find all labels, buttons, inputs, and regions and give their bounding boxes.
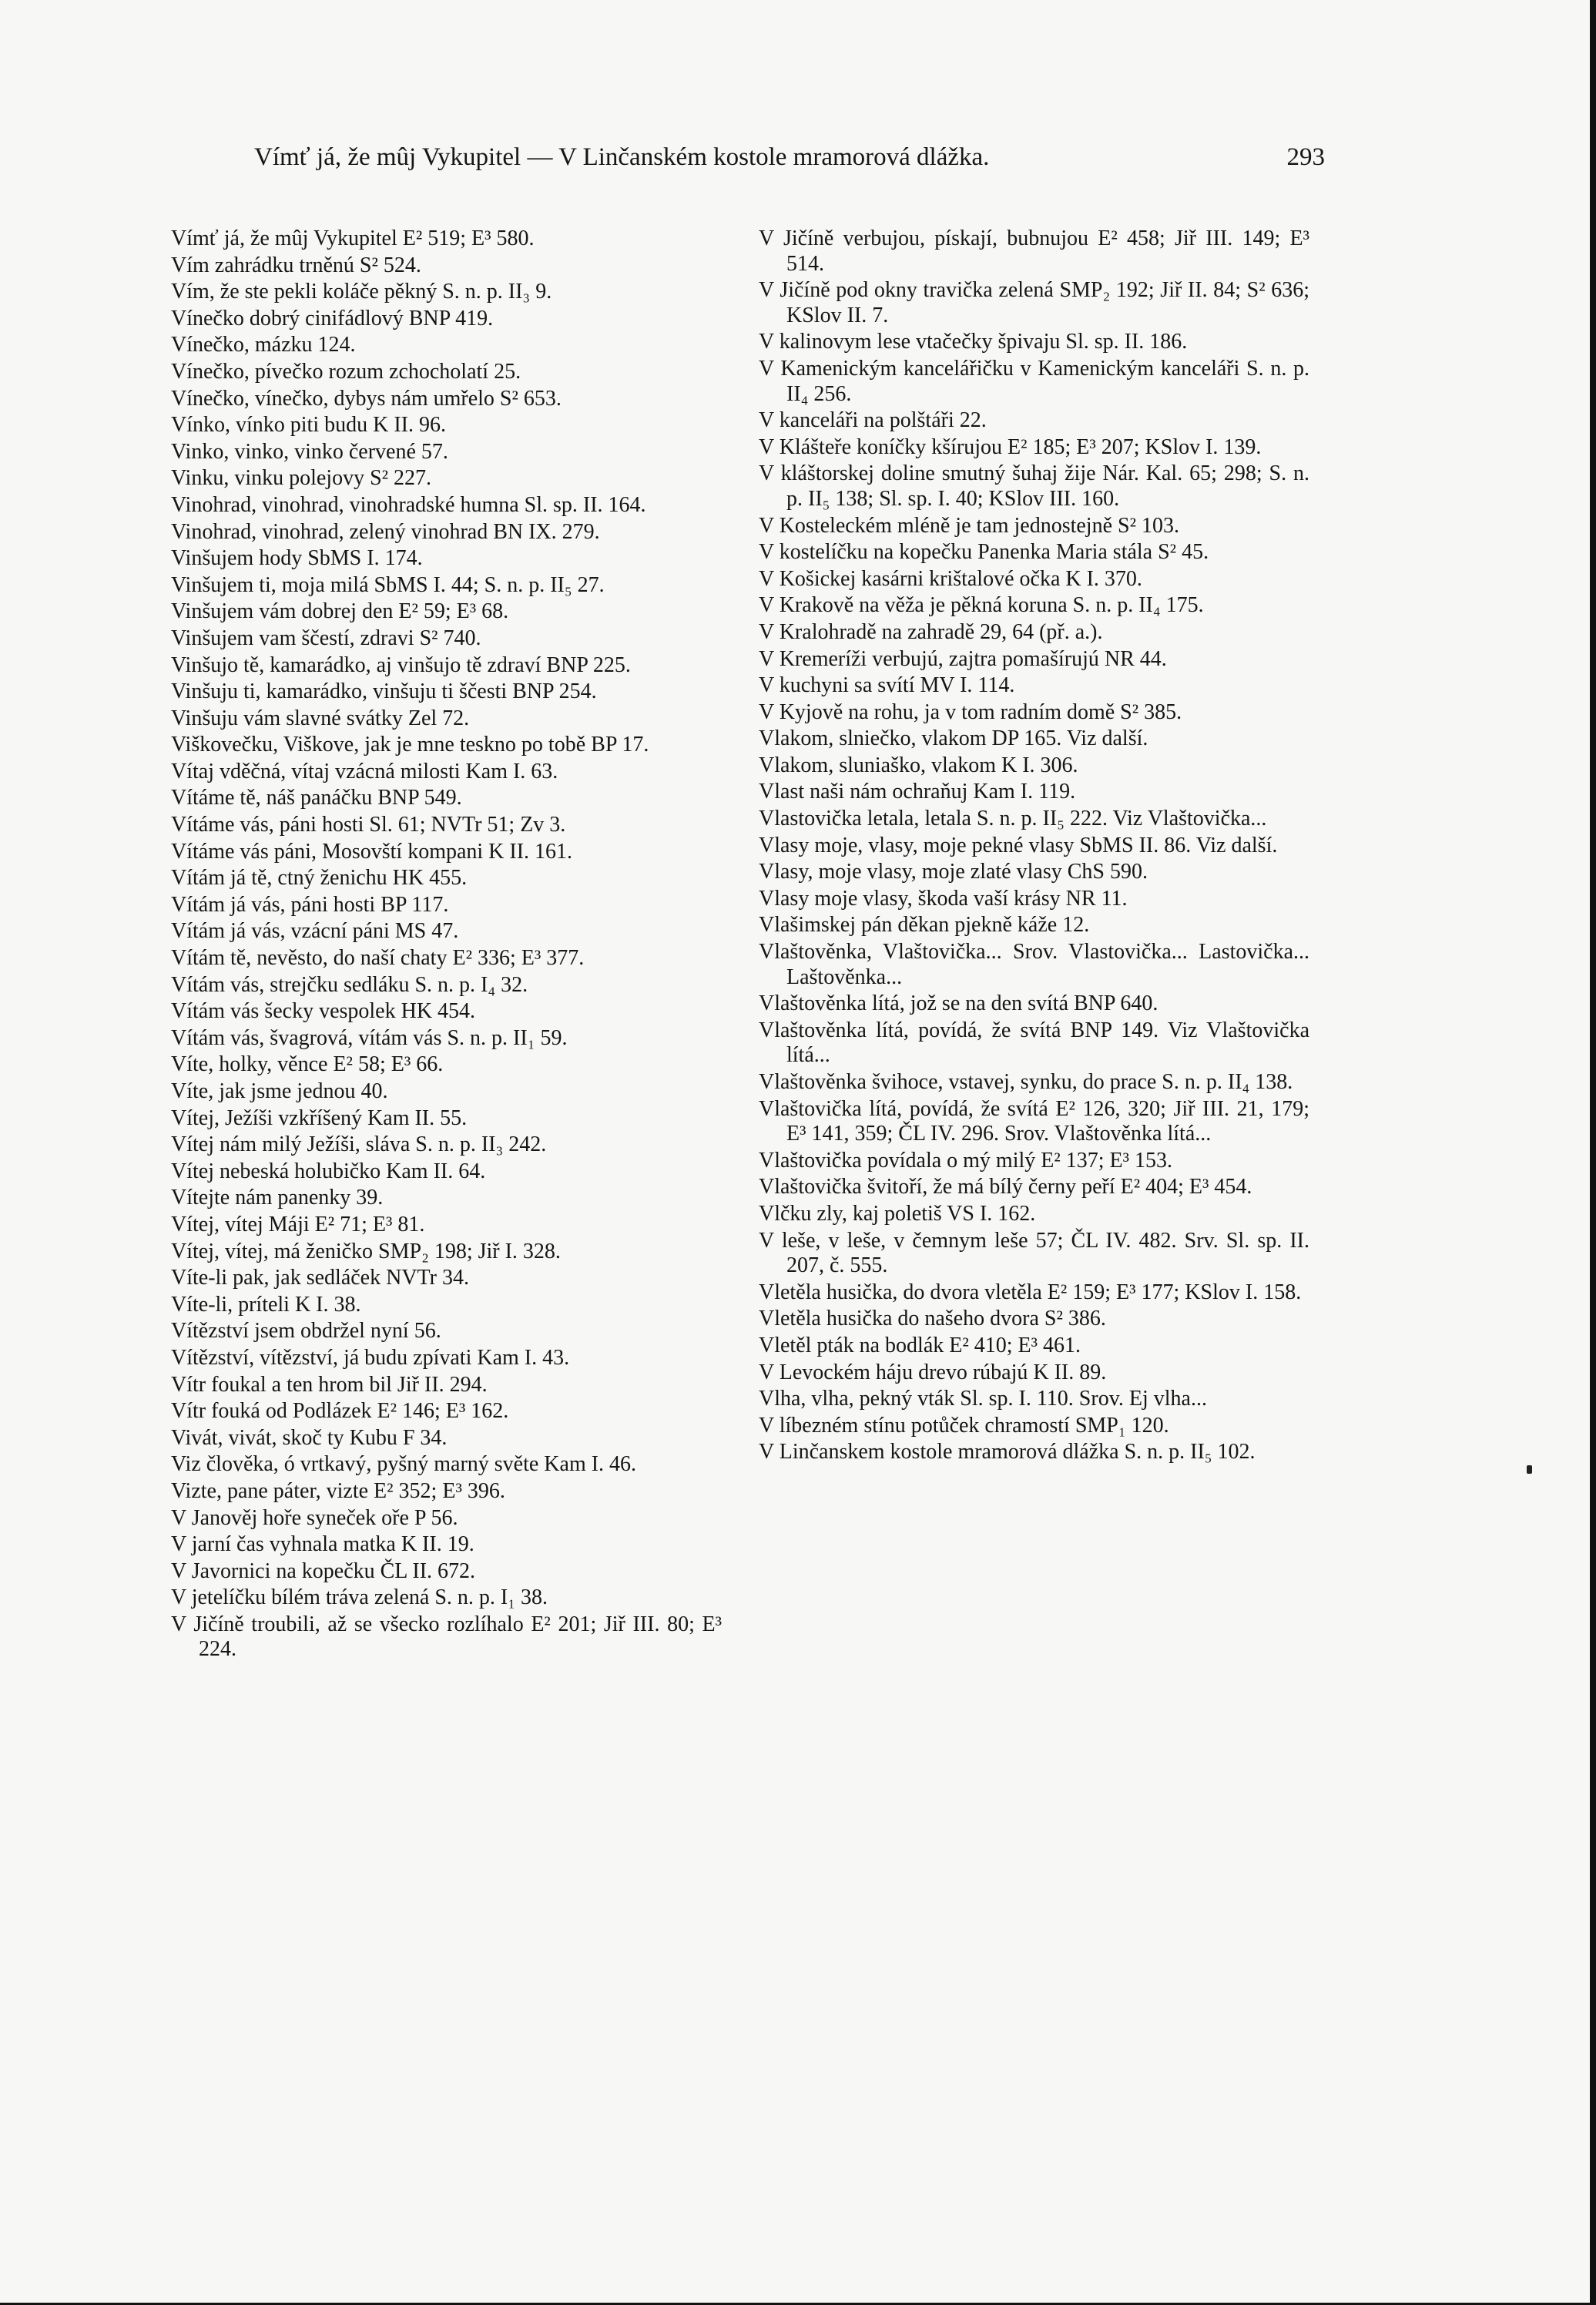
index-entry: V kláštorskej doline smutný šuhaj žije Nár. Kal. 65; 298; S. n. p. II₅ 138; Sl. sp. I. 40; KSlov III. 160. [759, 461, 1309, 511]
index-entry: V Javornici na kopečku ČL II. 672. [171, 1558, 476, 1583]
index-entry: Vletěl pták na bodlák E² 410; E³ 461. [759, 1333, 1081, 1357]
index-entry: Vítej, vítej, má ženičko SMP₂ 198; Jiř I. 328. [171, 1239, 561, 1263]
index-entry: Viz člověka, ó vrtkavý, pyšný marný světe Kam I. 46. [171, 1452, 637, 1477]
index-entry: Vínečko, vínečko, dybys nám umřelo S² 653. [171, 386, 562, 411]
index-entry: V Janověj hoře syneček oře P 56. [171, 1505, 458, 1530]
index-entry: V Kosteleckém mléně je tam jednostejně S² 103. [759, 513, 1179, 538]
index-column-left [171, 226, 722, 1664]
index-entry: V Jičíně pod okny travička zelená SMP₂ 192; Jiř II. 84; S² 636; KSlov II. 7. [759, 278, 1309, 327]
index-entry: V Klášteře koníčky kšírujou E² 185; E³ 207; KSlov I. 139. [759, 434, 1262, 459]
index-entry: Vinšuju vám slavné svátky Zel 72. [171, 706, 470, 730]
index-entry: Vínečko dobrý cinifádlový BNP 419. [171, 306, 494, 330]
scan-edge-right [1590, 0, 1596, 2305]
index-entry: Vinko, vinko, vinko červené 57. [171, 439, 448, 464]
index-entry: Vletěla husička do našeho dvora S² 386. [759, 1307, 1106, 1331]
index-entry: Vím, že ste pekli koláče pěkný S. n. p. II₃ 9. [171, 280, 552, 304]
index-entry: Vinohrad, vinohrad, vinohradské humna Sl. sp. II. 164. [171, 492, 646, 517]
index-entry: Vlaštověnka lítá, povídá, že svítá BNP 149. Viz Vlaštovička lítá... [759, 1018, 1309, 1068]
index-entry: V kalinovym lese vtačečky špivaju Sl. sp. II. 186. [759, 330, 1188, 354]
index-entry: Vítám já vás, páni hosti BP 117. [171, 892, 449, 917]
index-entry: Vlaštovička lítá, povídá, že svítá E² 126, 320; Jiř III. 21, 179; E³ 141, 359; ČL IV. 296. Srov. Vlaštověnka lítá... [759, 1096, 1309, 1146]
index-entry: Vlaštověnka lítá, jož se na den svítá BNP 640. [759, 991, 1158, 1016]
index-entry: Vlasy, moje vlasy, moje zlaté vlasy ChS 590. [759, 860, 1148, 884]
index-entry: V Linčanskem kostole mramorová dlážka S. n. p. II₅ 102. [759, 1440, 1256, 1465]
index-entry: Vítej, vítej Máji E² 71; E³ 81. [171, 1212, 425, 1236]
index-entry: Vítám vás, strejčku sedláku S. n. p. I₄ 32. [171, 972, 528, 997]
index-entry: Vlašimskej pán děkan pjekně káže 12. [759, 913, 1090, 938]
index-entry: Vím zahrádku trněnú S² 524. [171, 253, 421, 277]
index-entry: V Krakově na věža je pěkná koruna S. n. p. II₄ 175. [759, 593, 1204, 618]
index-column-right [759, 226, 1309, 1467]
index-entry: Vinšujem hody SbMS I. 174. [171, 546, 423, 571]
index-entry: Víte-li pak, jak sedláček NVTr 34. [171, 1266, 469, 1290]
index-entry: V Košickej kasárni krištalové očka K I. 370. [759, 566, 1142, 591]
index-entry: Vletěla husička, do dvora vletěla E² 159; E³ 177; KSlov I. 158. [759, 1280, 1302, 1304]
index-entry: Vinšujem ti, moja milá SbMS I. 44; S. n. p. II₅ 27. [171, 572, 605, 597]
index-entry: Vlčku zly, kaj poletiš VS I. 162. [759, 1201, 1036, 1226]
index-entry: Víte, holky, věnce E² 58; E³ 66. [171, 1052, 444, 1077]
index-entry: Vlakom, sluniaško, vlakom K I. 306. [759, 753, 1078, 777]
index-entry: Vlasy moje, vlasy, moje pekné vlasy SbMS II. 86. Viz další. [759, 833, 1278, 857]
index-entry: V kostelíčku na kopečku Panenka Maria stála S² 45. [759, 540, 1209, 565]
index-entry: Vítám vás, švagrová, vítám vás S. n. p. II₁ 59. [171, 1025, 568, 1050]
index-entry: V kanceláři na polštáři 22. [759, 408, 987, 433]
index-entry: Vizte, pane páter, vizte E² 352; E³ 396. [171, 1478, 505, 1503]
index-entry: Vlasy moje vlasy, škoda vaší krásy NR 11. [759, 886, 1128, 911]
index-entry: Vítej, Ježíši vzkříšený Kam II. 55. [171, 1106, 468, 1130]
index-entry: Vítejte nám panenky 39. [171, 1186, 384, 1210]
index-entry: Vlaštověnka, Vlaštovička... Srov. Vlastovička... Lastovička... Laštověnka... [759, 940, 1309, 989]
index-entry: Vítězství jsem obdržel nyní 56. [171, 1319, 441, 1344]
index-entry: Vlakom, slniečko, vlakom DP 165. Viz další. [759, 726, 1148, 751]
index-entry: Vítej nebeská holubičko Kam II. 64. [171, 1159, 486, 1183]
index-entry: Vítězství, vítězství, já budu zpívati Kam I. 43. [171, 1345, 570, 1370]
running-head: Vímť já, že mûj Vykupitel — V Linčanském kostole mramorová dlážka. [254, 143, 990, 171]
index-entry: V jarní čas vyhnala matka K II. 19. [171, 1532, 474, 1557]
index-entry: V Kyjově na rohu, ja v tom radním domě S² 385. [759, 700, 1182, 724]
index-entry: Vínko, vínko piti budu K II. 96. [171, 413, 446, 438]
index-entry: Vinku, vinku polejovy S² 227. [171, 466, 432, 491]
index-entry: Vínečko, mázku 124. [171, 333, 356, 357]
index-entry: Viškovečku, Viškove, jak je mne teskno po tobě BP 17. [171, 733, 649, 757]
index-entry: Víte-li, príteli K I. 38. [171, 1292, 361, 1317]
index-entry: V kuchyni sa svítí MV I. 114. [759, 673, 1015, 698]
index-entry: V líbezném stínu potůček chramostí SMP₁ 120. [759, 1413, 1169, 1438]
index-entry: Vítáme vás, páni hosti Sl. 61; NVTr 51; Zv 3. [171, 813, 566, 837]
index-entry: Vlastovička letala, letala S. n. p. II₅ 222. Viz Vlaštovička... [759, 807, 1267, 831]
index-entry: Vinšujo tě, kamarádko, aj vinšujo tě zdraví BNP 225. [171, 653, 631, 677]
index-entry: Vínečko, pívečko rozum zchocholatí 25. [171, 359, 521, 384]
page-number: 293 [1286, 143, 1325, 171]
index-entry: V Kralohradě na zahradě 29, 64 (př. a.). [759, 619, 1103, 644]
index-entry: Vítám já tě, ctný ženichu HK 455. [171, 866, 468, 891]
index-entry: Vítám já vás, vzácní páni MS 47. [171, 919, 459, 944]
index-entry: Vinohrad, vinohrad, zelený vinohrad BN IX. 279. [171, 519, 600, 544]
index-entry: V Jičíně troubili, až se všecko rozlíhalo E² 201; Jiř III. 80; E³ 224. [171, 1612, 722, 1662]
index-entry: V jetelíčku bílém tráva zelená S. n. p. I₁ 38. [171, 1585, 548, 1610]
index-entry: Vinšujem vam ščestí, zdravi S² 740. [171, 626, 481, 650]
index-entry: Vinšujem vám dobrej den E² 59; E³ 68. [171, 599, 509, 624]
index-entry: V Kremeríži verbujú, zajtra pomašírujú NR 44. [759, 646, 1167, 671]
index-entry: Vítr foukal a ten hrom bil Jiř II. 294. [171, 1372, 488, 1397]
index-entry: Vítám tě, nevěsto, do naší chaty E² 336; E³ 377. [171, 946, 585, 971]
index-entry: Vlaštovička švitoří, že má bílý černy peří E² 404; E³ 454. [759, 1175, 1252, 1199]
index-entry: Vivát, vivát, skoč ty Kubu F 34. [171, 1425, 448, 1450]
index-entry: Vlaštovička povídala o mý milý E² 137; E³ 153. [759, 1148, 1173, 1173]
index-entry: Vítám vás šecky vespolek HK 454. [171, 999, 476, 1024]
index-entry: V Kamenickým kancelářičku v Kamenickým kanceláři S. n. p. II₄ 256. [759, 356, 1309, 406]
index-entry: V leše, v leše, v čemnym leše 57; ČL IV. 482. Srv. Sl. sp. II. 207, č. 555. [759, 1228, 1309, 1278]
index-entry: Vlast naši nám ochraňuj Kam I. 119. [759, 780, 1076, 804]
index-entry: Vítáme vás páni, Mosovští kompani K II. 161. [171, 839, 573, 864]
index-entry: V Jičíně verbujou, pískají, bubnujou E² 458; Jiř III. 149; E³ 514. [759, 226, 1309, 276]
index-entry: Vítáme tě, náš panáčku BNP 549. [171, 786, 462, 810]
index-entry: Vímť já, že mûj Vykupitel E² 519; E³ 580. [171, 226, 535, 250]
index-entry: Vlha, vlha, pekný vták Sl. sp. I. 110. Srov. Ej vlha... [759, 1387, 1207, 1411]
margin-mark [1527, 1465, 1532, 1474]
index-entry: Vlaštověnka švihoce, vstavej, synku, do prace S. n. p. II₄ 138. [759, 1070, 1293, 1094]
index-entry: Vítr fouká od Podlázek E² 146; E³ 162. [171, 1399, 509, 1424]
index-entry: V Levockém háju drevo rúbajú K II. 89. [759, 1360, 1107, 1384]
index-entry: Vítaj vděčná, vítaj vzácná milosti Kam I. 63. [171, 759, 558, 783]
index-entry: Víte, jak jsme jednou 40. [171, 1079, 388, 1103]
index-entry: Vítej nám milý Ježíši, sláva S. n. p. II₃ 242. [171, 1132, 547, 1157]
index-entry: Vinšuju ti, kamarádko, vinšuju ti ščesti BNP 254. [171, 679, 597, 704]
